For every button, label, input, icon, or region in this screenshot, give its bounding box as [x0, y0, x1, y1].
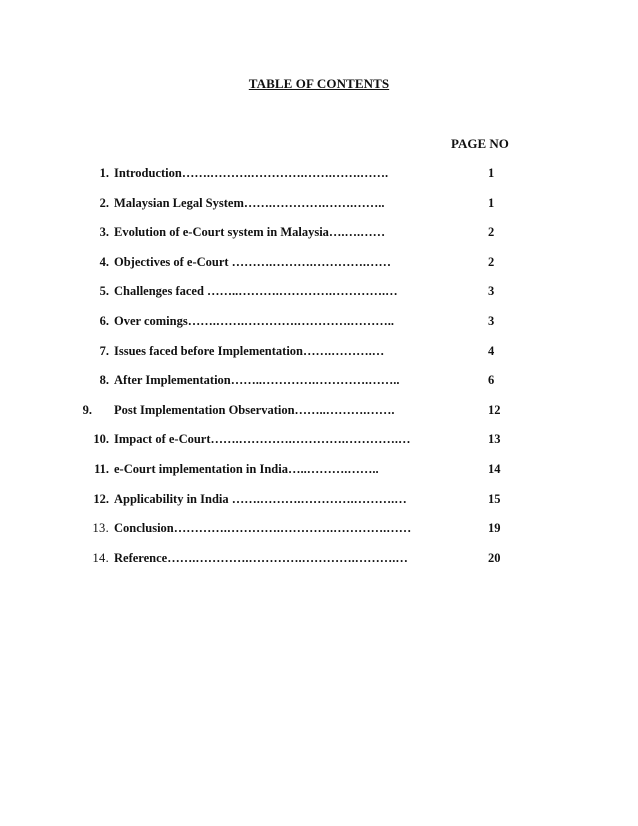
toc-entry-page: 2	[488, 225, 495, 240]
toc-entry-after-implementation	[0, 373, 638, 403]
toc-entry-objectives	[0, 255, 638, 285]
toc-entry-title: Objectives of e-Court ……….……….………….……	[114, 254, 392, 269]
toc-entry-issues	[0, 344, 638, 374]
toc-entry-title: Conclusion………….………….………….………….……	[114, 521, 412, 536]
toc-entry-conclusion	[0, 521, 638, 551]
toc-entry-number: 2.	[99, 195, 109, 210]
toc-entry-number: 9.	[82, 402, 92, 417]
toc-entry-page: 2	[488, 254, 495, 269]
toc-entry-number: 11.	[94, 461, 109, 476]
toc-entry-page: 20	[488, 550, 501, 565]
toc-entry-number: 4.	[99, 254, 109, 269]
toc-entry-page: 1	[488, 166, 495, 180]
toc-entry-title: Issues faced before Implementation…….……….…	[114, 343, 385, 358]
toc-entry-number: 10.	[93, 432, 109, 447]
toc-entry-number: 13.	[92, 521, 109, 536]
toc-title: TABLE OF CONTENTS	[248, 76, 390, 91]
toc-entry-reference	[0, 551, 638, 581]
toc-entry-india-implementation	[0, 462, 638, 492]
page-no-header: PAGE NO	[451, 136, 509, 151]
toc-entry-title: Impact of e-Court…….………….………….………….…	[114, 432, 411, 447]
toc-list	[0, 166, 638, 580]
toc-entry-number: 5.	[99, 284, 109, 299]
toc-entry-title: After Implementation……..………….………….……..	[114, 373, 400, 388]
toc-entry-title: Malaysian Legal System…….………….…….……..	[114, 195, 385, 210]
toc-entry-malaysian-legal-system	[0, 196, 638, 226]
toc-entry-title: Applicability in India …….……….………….……….…	[114, 491, 407, 506]
toc-entry-number: 14.	[92, 550, 109, 565]
toc-entry-number: 8.	[99, 373, 109, 388]
toc-entry-title: Reference…….………….………….………….……….…	[114, 550, 408, 565]
toc-entry-page: 3	[488, 284, 495, 299]
toc-entry-over-comings	[0, 314, 638, 344]
toc-entry-introduction	[0, 166, 638, 196]
toc-entry-challenges	[0, 284, 638, 314]
toc-entry-number: 12.	[93, 491, 109, 506]
toc-entry-number: 7.	[99, 343, 109, 358]
toc-entry-title: Evolution of e-Court system in Malaysia….….……	[114, 225, 386, 240]
toc-entry-page: 19	[488, 521, 501, 536]
toc-entry-page: 15	[488, 491, 501, 506]
toc-entry-title: Introduction…….……….………….…….…….…….	[114, 166, 389, 180]
toc-entry-page: 14	[488, 461, 501, 476]
toc-entry-title: Challenges faced ……..……….………….………….…	[114, 284, 398, 299]
toc-entry-evolution	[0, 225, 638, 255]
toc-entry-page: 6	[488, 373, 495, 388]
toc-entry-title: Over comings…….…….………….………….………..	[114, 313, 394, 328]
toc-entry-page: 1	[488, 195, 495, 210]
toc-entry-title: Post Implementation Observation……..……….…….	[114, 402, 395, 417]
toc-entry-page: 4	[488, 343, 495, 358]
toc-entry-impact	[0, 432, 638, 462]
toc-entry-post-implementation	[0, 403, 638, 433]
toc-entry-title: e-Court implementation in India…..……….……..	[114, 461, 379, 476]
toc-entry-number: 6.	[99, 313, 109, 328]
toc-entry-page: 12	[488, 402, 501, 417]
toc-entry-applicability	[0, 492, 638, 522]
toc-entry-number: 3.	[99, 225, 109, 240]
toc-entry-page: 13	[488, 432, 501, 447]
toc-entry-number: 1.	[99, 166, 109, 180]
toc-entry-page: 3	[488, 313, 495, 328]
